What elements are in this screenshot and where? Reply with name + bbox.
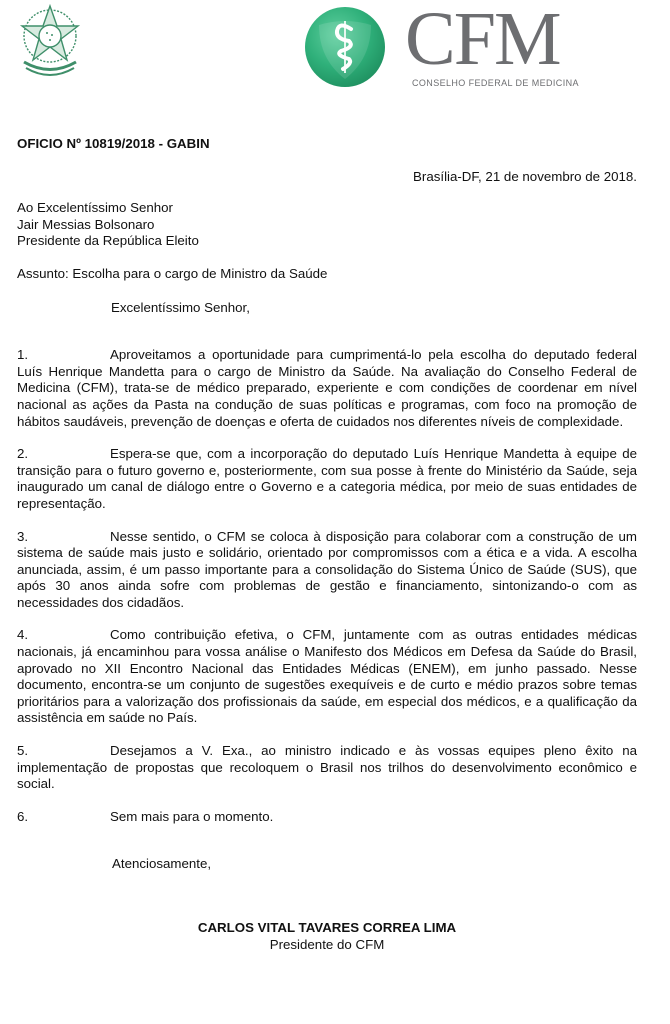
paragraph-number: 3. <box>17 528 29 544</box>
paragraph-6 <box>17 809 637 826</box>
place-date: Brasília-DF, 21 de novembro de 2018. <box>413 168 637 184</box>
signatory-name: CARLOS VITAL TAVARES CORREA LIMA <box>197 920 457 935</box>
recipient-block <box>17 200 637 250</box>
paragraph-4 <box>17 627 637 727</box>
cfm-logo-letters: CFM <box>405 0 560 81</box>
subject-line: Assunto: Escolha para o cargo de Ministro da Saúde <box>17 265 328 281</box>
letterhead <box>0 0 670 100</box>
paragraph-1 <box>17 347 637 430</box>
letter-reference: OFICIO Nº 10819/2018 - GABIN <box>17 136 210 151</box>
paragraph-text: Desejamos a V. Exa., ao ministro indicado e às vossas equipes pleno êxito na implementação de propostas que recoloquem o Brasil nos trilhos do desenvolvimento econômico e social. <box>17 743 637 792</box>
paragraph-number: 1. <box>17 347 29 363</box>
paragraph-3 <box>17 529 637 612</box>
letter-body <box>0 136 670 993</box>
cfm-logo-subtitle: CONSELHO FEDERAL DE MEDICINA <box>412 78 579 88</box>
recipient-title: Presidente da República Eleito <box>17 233 199 249</box>
paragraph-number: 6. <box>17 808 29 824</box>
paragraph-number: 2. <box>17 446 29 462</box>
paragraph-5 <box>17 743 637 793</box>
paragraph-text: Como contribuição efetiva, o CFM, juntamente com as outras entidades médicas nacionais, já encaminhou para vossa análise o Manifesto dos Médicos em Defesa da Saúde do Brasil, aprovado no XII Encontro Nacional das Entidades Médicas (ENEM), em junho passado. Nesse documento, encontra-se um conjunto de sugestões exequíveis e de curto e médio prazos sobre temas prioritários para a valorização dos profissionais da saúde, em especial dos médicos, e a qualificação da assistência em saúde no País. <box>17 627 637 726</box>
salutation: Excelentíssimo Senhor, <box>111 299 250 315</box>
signatory-title: Presidente do CFM <box>269 936 385 952</box>
paragraph-text: Aproveitamos a oportunidade para cumprimentá-lo pela escolha do deputado federal Luís Henrique Mandetta para o cargo de Ministro da Saúde. Na avaliação do Conselho Federal de Medicina (CFM), trata-se de médico preparado, experiente e com condições de coordenar em nível nacional as ações da Pasta na condução de suas políticas e programas, com foco na promoção de hábitos saudáveis, prevenção de doenças e oferta de cuidados nos diferentes níveis de complexidade. <box>17 347 637 429</box>
recipient-line: Ao Excelentíssimo Senhor <box>17 200 173 216</box>
caduceus-snake-staff-icon <box>305 7 385 87</box>
signature-block <box>17 920 637 953</box>
paragraph-text: Sem mais para o momento. <box>110 808 274 824</box>
paragraph-number: 5. <box>17 743 29 759</box>
closing: Atenciosamente, <box>112 856 212 872</box>
paragraph-text: Espera-se que, com a incorporação do deputado Luís Henrique Mandetta à equipe de transição para o futuro governo e, posteriormente, com sua posse à frente do Ministério da Saúde, seja inaugurado um canal de diálogo entre o Governo e a categoria médica, por meio de suas entidades de representação. <box>17 446 637 511</box>
paragraph-number: 4. <box>17 627 29 643</box>
recipient-name: Jair Messias Bolsonaro <box>17 216 155 232</box>
paragraph-2 <box>17 446 637 512</box>
cfm-emblem <box>305 7 385 87</box>
paragraph-text: Nesse sentido, o CFM se coloca à disposição para colaborar com a construção de um sistema de saúde mais justo e solidário, orientado por compromissos com a ética e a vida. A escolha anunciada, assim, é um passo importante para a consolidação do Sistema Único de Saúde (SUS), que após 30 anos ainda sofre com problemas de gestão e financiamento, sintonizando-o com as necessidades dos cidadãos. <box>17 528 637 610</box>
brazil-coat-of-arms-icon <box>14 2 86 80</box>
